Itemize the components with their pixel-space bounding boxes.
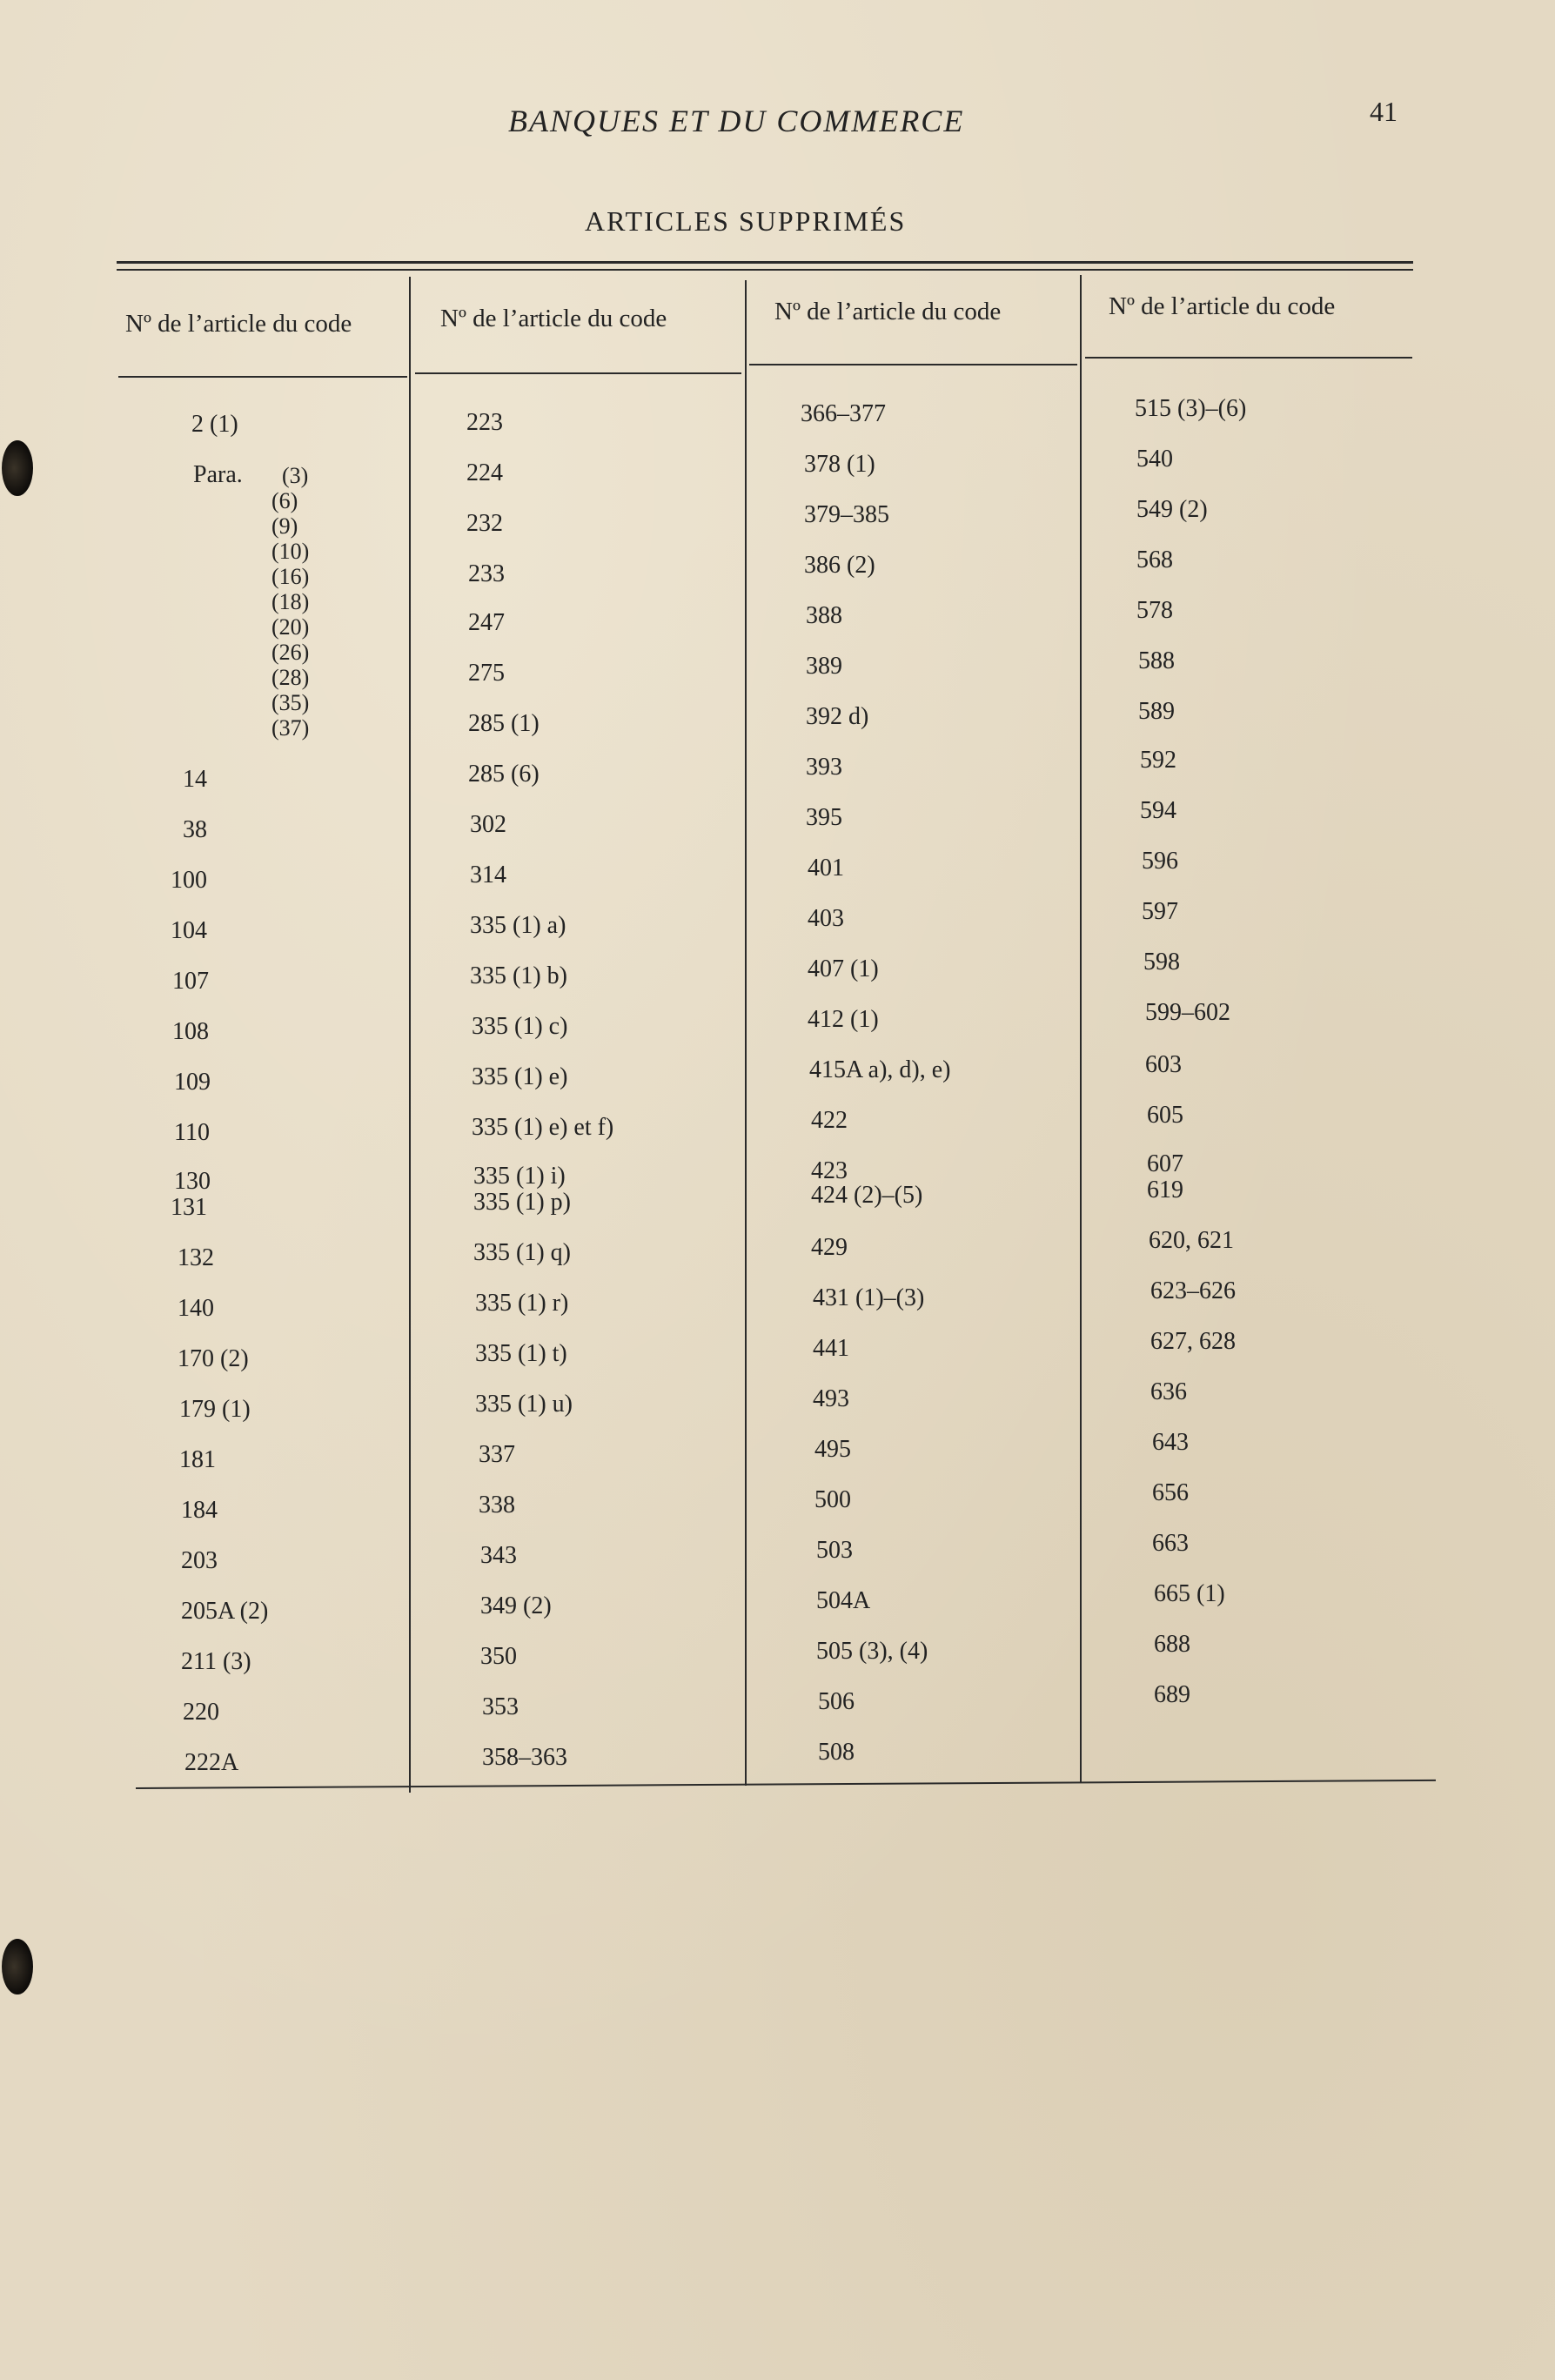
table-cell: 596 — [1142, 848, 1178, 875]
table-cell: 663 — [1152, 1530, 1189, 1557]
binding-hole-top — [2, 440, 33, 496]
para-subparagraph: (28) — [271, 665, 310, 690]
table-cell: 335 (1) a) — [470, 912, 566, 939]
table-cell: 285 (6) — [468, 761, 540, 788]
table-cell: 495 — [814, 1436, 851, 1463]
table-cell: 423 — [811, 1157, 848, 1184]
table-cell: 38 — [183, 816, 207, 843]
table-cell: 424 (2)–(5) — [811, 1182, 923, 1209]
table-cell: 592 — [1140, 747, 1176, 774]
table-cell: 395 — [806, 804, 842, 831]
table-cell: 314 — [470, 861, 506, 888]
table-cell: 275 — [468, 660, 505, 687]
para-subparagraph: (16) — [271, 564, 310, 589]
table-cell: 233 — [468, 560, 505, 587]
table-cell: 386 (2) — [804, 552, 875, 579]
table-cell: 335 (1) t) — [475, 1340, 567, 1367]
table-cell: 224 — [466, 459, 503, 486]
table-cell: 665 (1) — [1154, 1580, 1225, 1607]
table-cell: 2 (1) — [191, 411, 238, 438]
table-cell: 636 — [1150, 1378, 1187, 1405]
table-cell: 689 — [1154, 1681, 1190, 1708]
table-cell: 335 (1) e) — [472, 1063, 568, 1090]
header-underline-2 — [415, 372, 741, 374]
table-cell: 643 — [1152, 1429, 1189, 1456]
table-cell: 515 (3)–(6) — [1135, 395, 1247, 422]
table-cell: 506 — [818, 1688, 855, 1715]
table-cell: 232 — [466, 510, 503, 537]
para-subparagraph: (6) — [271, 488, 298, 513]
table-cell: 335 (1) p) — [473, 1189, 571, 1216]
table-cell: 335 (1) b) — [470, 962, 567, 989]
table-cell: 493 — [813, 1385, 849, 1412]
header-underline-3 — [749, 364, 1077, 365]
table-cell: 605 — [1147, 1102, 1183, 1129]
table-cell: 220 — [183, 1699, 219, 1726]
header-underline-1 — [118, 376, 407, 378]
table-cell: 358–363 — [482, 1744, 567, 1771]
table-cell: 179 (1) — [179, 1396, 251, 1423]
table-cell: 504A — [816, 1587, 871, 1614]
table-cell: 14 — [183, 766, 207, 793]
table-cell: 431 (1)–(3) — [813, 1284, 925, 1311]
table-cell: 392 d) — [806, 703, 869, 730]
table-cell: 429 — [811, 1234, 848, 1261]
table-cell: 441 — [813, 1335, 849, 1362]
column-header-3: Nº de l’article du code — [774, 298, 1002, 325]
table-cell: 335 (1) q) — [473, 1239, 571, 1266]
table-cell: 140 — [178, 1295, 214, 1322]
table-cell: 184 — [181, 1497, 218, 1524]
table-cell: 379–385 — [804, 501, 889, 528]
table-cell: 508 — [818, 1739, 855, 1766]
table-cell: 627, 628 — [1150, 1328, 1236, 1355]
table-cell: 285 (1) — [468, 710, 540, 737]
table-cell: 388 — [806, 602, 842, 629]
table-cell: 338 — [479, 1492, 515, 1519]
table-cell: 503 — [816, 1537, 853, 1564]
para-subparagraph: (18) — [271, 589, 310, 614]
table-cell: 350 — [480, 1643, 517, 1670]
table-cell: 403 — [808, 905, 844, 932]
table-cell: 619 — [1147, 1177, 1183, 1203]
table-bottom-rule — [136, 1780, 1436, 1789]
table-cell: 603 — [1145, 1051, 1182, 1078]
table-cell: 335 (1) r) — [475, 1290, 569, 1317]
table-cell: 578 — [1136, 597, 1173, 624]
table-cell: 337 — [479, 1441, 515, 1468]
table-cell: 104 — [171, 917, 207, 944]
column-header-4: Nº de l’article du code — [1109, 292, 1336, 320]
table-cell: 500 — [814, 1486, 851, 1513]
table-cell: 599–602 — [1145, 999, 1230, 1026]
column-divider-1 — [409, 277, 411, 1793]
para-label: Para. — [193, 461, 243, 488]
para-subparagraph: (35) — [271, 690, 310, 715]
table-cell: 656 — [1152, 1479, 1189, 1506]
column-divider-2 — [745, 280, 747, 1786]
section-title: ARTICLES SUPPRIMÉS — [585, 205, 907, 237]
table-cell: 247 — [468, 609, 505, 636]
page-number: 41 — [1370, 96, 1397, 127]
table-cell: 598 — [1143, 949, 1180, 975]
table-cell: 131 — [171, 1194, 207, 1221]
table-cell: 407 (1) — [808, 955, 879, 982]
table-cell: 594 — [1140, 797, 1176, 824]
table-cell: 223 — [466, 409, 503, 436]
table-top-rule — [117, 261, 1413, 264]
table-cell: 623–626 — [1150, 1277, 1236, 1304]
table-cell: 335 (1) i) — [473, 1163, 566, 1190]
para-subparagraph: (3) — [282, 463, 309, 488]
table-cell: 589 — [1138, 698, 1175, 725]
header-underline-4 — [1085, 357, 1412, 359]
table-cell: 222A — [184, 1749, 239, 1776]
table-cell: 549 (2) — [1136, 496, 1208, 523]
para-subparagraph: (10) — [271, 539, 310, 564]
table-cell: 109 — [174, 1069, 211, 1096]
column-divider-3 — [1080, 275, 1082, 1782]
table-cell: 335 (1) e) et f) — [472, 1114, 614, 1141]
table-cell: 353 — [482, 1693, 519, 1720]
table-cell: 107 — [172, 968, 209, 995]
table-cell: 335 (1) u) — [475, 1391, 573, 1418]
table-cell: 393 — [806, 754, 842, 781]
table-cell: 343 — [480, 1542, 517, 1569]
table-cell: 335 (1) c) — [472, 1013, 568, 1040]
table-top-rule-2 — [117, 269, 1413, 271]
table-cell: 366–377 — [801, 400, 886, 427]
table-cell: 588 — [1138, 647, 1175, 674]
table-cell: 401 — [808, 855, 844, 882]
table-cell: 378 (1) — [804, 451, 875, 478]
table-cell: 302 — [470, 811, 506, 838]
table-cell: 211 (3) — [181, 1648, 251, 1675]
table-cell: 205A (2) — [181, 1598, 269, 1625]
table-cell: 422 — [811, 1107, 848, 1134]
table-cell: 100 — [171, 867, 207, 894]
column-header-1: Nº de l’article du code — [125, 310, 352, 338]
table-cell: 568 — [1136, 546, 1173, 573]
table-cell: 110 — [174, 1119, 210, 1146]
table-cell: 540 — [1136, 446, 1173, 473]
table-cell: 412 (1) — [808, 1006, 879, 1033]
table-cell: 415A a), d), e) — [809, 1056, 951, 1083]
table-cell: 181 — [179, 1446, 216, 1473]
para-subparagraph: (20) — [271, 614, 310, 640]
table-cell: 108 — [172, 1018, 209, 1045]
table-cell: 203 — [181, 1547, 218, 1574]
table-cell: 132 — [178, 1244, 214, 1271]
para-subparagraph: (26) — [271, 640, 310, 665]
table-cell: 130 — [174, 1168, 211, 1195]
table-cell: 688 — [1154, 1631, 1190, 1658]
table-cell: 170 (2) — [178, 1345, 249, 1372]
para-subparagraph: (37) — [271, 715, 310, 741]
table-cell: 597 — [1142, 898, 1178, 925]
running-head: BANQUES ET DU COMMERCE — [508, 104, 965, 138]
binding-hole-bottom — [2, 1939, 33, 1995]
table-cell: 505 (3), (4) — [816, 1638, 928, 1665]
table-cell: 620, 621 — [1149, 1227, 1234, 1254]
para-subparagraph: (9) — [271, 513, 298, 539]
table-cell: 349 (2) — [480, 1592, 552, 1619]
table-cell: 389 — [806, 653, 842, 680]
table-cell: 607 — [1147, 1150, 1183, 1177]
column-header-2: Nº de l’article du code — [440, 305, 667, 332]
